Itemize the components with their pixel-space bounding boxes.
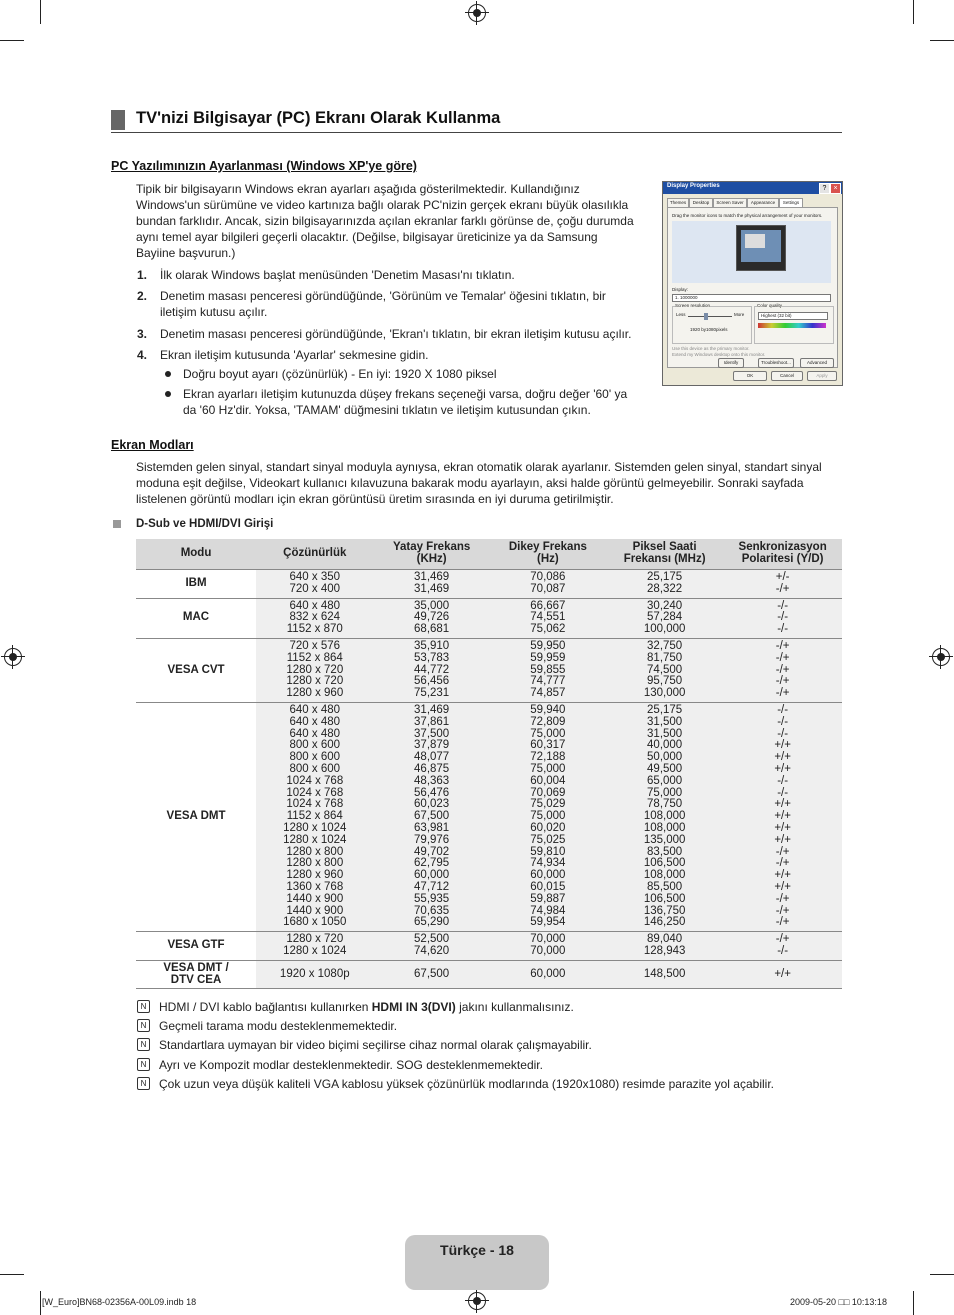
cell-value: 60,020 (530, 821, 566, 834)
value-cell (723, 960, 842, 989)
cell-value: 1152 x 870 (286, 623, 343, 636)
cell-value: 70,000 (530, 944, 566, 957)
cancel-button: Cancel (771, 371, 803, 381)
value-cell (374, 932, 490, 961)
cell-value: 70,087 (530, 582, 566, 595)
paragraph-line: listelenen görüntü modları için ekran görüntüsü üretim sırasında en iyi duruma getirilmiştir. (136, 492, 614, 506)
column-header: Piksel Saati Frekansı (MHz) (606, 539, 723, 570)
cell-value: -/+ (775, 639, 790, 652)
cell-value: 35,910 (414, 639, 450, 652)
cell-value: -/- (777, 786, 789, 799)
cell-value: 1024 x 768 (286, 786, 344, 799)
tab-settings: Settings (779, 198, 803, 208)
cell-value: 59,954 (530, 916, 566, 929)
registration-mark-icon (468, 4, 486, 22)
mode-cell: VESA DMT (136, 702, 256, 931)
cell-value: 37,861 (414, 715, 450, 728)
value-cell (723, 570, 842, 599)
note-text-part: jakını kullanmalısınız. (455, 1000, 574, 1014)
cell-value: 108,000 (643, 869, 686, 882)
page-number: Türkçe - 18 (440, 1242, 514, 1258)
cell-value: 40,000 (647, 739, 683, 752)
cell-value: 1680 x 1050 (283, 916, 347, 929)
crop-mark (930, 40, 954, 41)
cell-value: 75,062 (530, 623, 566, 636)
table-row (136, 570, 842, 599)
bullet-icon (165, 371, 171, 377)
value-cell (256, 638, 373, 702)
cell-value: -/+ (775, 933, 790, 946)
cell-value: 74,500 (647, 663, 683, 676)
cell-value: +/+ (774, 762, 791, 775)
note-text (159, 1077, 859, 1091)
column-header: Yatay Frekans (KHz) (374, 539, 490, 570)
crop-mark (40, 0, 41, 24)
cell-value: 72,188 (530, 751, 566, 764)
cell-value: 60,015 (530, 880, 566, 893)
cell-value: 62,795 (414, 857, 450, 870)
column-header: Modu (136, 539, 256, 570)
page-number-box (405, 1235, 549, 1290)
cell-value: 52,500 (414, 933, 450, 946)
cell-value: 1152 x 864 (286, 651, 343, 664)
mode-cell: VESA DMT / DTV CEA (136, 960, 256, 989)
cell-value: 1280 x 800 (286, 857, 344, 870)
identify-button: Identify (718, 358, 744, 368)
cell-value: 48,363 (414, 774, 450, 787)
note-icon: N (137, 1019, 150, 1032)
tab-screen-saver: Screen Saver (713, 198, 747, 208)
cell-value: +/+ (774, 751, 791, 764)
note-text-part: HDMI / DVI kablo bağlantısı kullanırken (159, 1000, 372, 1014)
cell-value: -/- (777, 703, 789, 716)
cell-value: 44,772 (414, 663, 450, 676)
print-slug-left: [W_Euro]BN68-02356A-00L09.indb 18 (42, 1297, 197, 1307)
cell-value: 1280 x 720 (286, 663, 344, 676)
cell-value: 60,023 (414, 798, 450, 811)
cell-value: 1280 x 1024 (283, 821, 347, 834)
value-cell (490, 702, 606, 931)
cell-value: 59,887 (530, 892, 566, 905)
cell-value: 640 x 480 (289, 715, 341, 728)
cell-value: 146,250 (643, 916, 686, 929)
cell-value: -/- (777, 774, 789, 787)
cell-value: +/+ (774, 810, 791, 823)
tab-desktop: Desktop (689, 198, 713, 208)
cell-value: 640 x 480 (289, 599, 341, 612)
cell-value: 31,500 (647, 715, 683, 728)
cell-value: 56,476 (414, 786, 450, 799)
screen-modes-table (136, 539, 842, 989)
cell-value: 50,000 (647, 751, 683, 764)
cell-value: -/+ (775, 857, 790, 870)
cell-value: 70,635 (414, 904, 450, 917)
cell-value: 1280 x 1024 (283, 833, 347, 846)
crop-mark (930, 1274, 954, 1275)
value-cell (606, 960, 723, 989)
mode-cell: VESA GTF (136, 932, 256, 961)
cell-value: -/+ (775, 651, 790, 664)
table-row (136, 598, 842, 638)
section-heading-screen-modes: Ekran Modları (111, 438, 194, 452)
value-cell (606, 598, 723, 638)
color-bar (758, 323, 826, 328)
cell-value: 720 x 576 (289, 639, 341, 652)
note-text-bold: HDMI IN 3(DVI) (371, 1000, 456, 1014)
display-select: 1. 1000000 (672, 294, 831, 302)
resolution-slider (688, 316, 732, 317)
cell-value: 59,855 (530, 663, 566, 676)
value-cell (256, 960, 373, 989)
mode-cell: MAC (136, 598, 256, 638)
crop-mark (0, 40, 24, 41)
cell-value: 83,500 (647, 845, 683, 858)
value-cell (606, 570, 723, 599)
print-slug-right: 2009-05-20 □□ 10:13:18 (790, 1297, 887, 1307)
table-row (136, 932, 842, 961)
cell-value: 89,040 (647, 933, 683, 946)
page-title: TV'nizi Bilgisayar (PC) Ekranı Olarak Kullanma (136, 109, 501, 127)
cell-value: 60,004 (530, 774, 566, 787)
note-text (159, 1019, 859, 1033)
cell-value: 128,943 (643, 944, 686, 957)
cell-value: 59,940 (530, 703, 566, 716)
cell-value: -/- (777, 599, 789, 612)
cell-value: -/+ (775, 687, 790, 700)
note-icon: N (137, 1038, 150, 1051)
cell-value: -/- (777, 727, 789, 740)
table-row (136, 702, 842, 931)
cell-value: 1152 x 864 (286, 810, 343, 823)
cell-value: 640 x 350 (289, 571, 341, 583)
table-label: D-Sub ve HDMI/DVI Girişi (136, 518, 274, 530)
cell-value: 67,500 (414, 810, 450, 823)
cell-value: +/+ (774, 880, 791, 893)
display-properties-screenshot (662, 181, 843, 386)
cell-value: 32,750 (647, 639, 683, 652)
value-cell (374, 702, 490, 931)
cell-value: 1440 x 900 (286, 892, 344, 905)
cell-value: 640 x 480 (289, 703, 341, 716)
cell-value: 100,000 (643, 623, 686, 636)
cell-value: +/+ (774, 869, 791, 882)
cell-value: 75,029 (530, 798, 566, 811)
cell-value: 35,000 (414, 599, 450, 612)
steps-list: 1. İlk olarak Windows başlat menüsünden 'Denetim Masası'nı tıklatın. 2. Denetim masası penceresi göründüğünde, 'Görünüm ve Temalar' öğesini tıklatın, bir iletişim kutusu açılır. 3. Denetim masası penceresi göründüğünde, 'Ekran'ı tıklatın, bir ekran iletişim kutusu açılır. 4. Ekran iletişim kutusunda 'Ayarlar' sekmesine gidin. Doğru boyut ayarı (çözünürlük) - En iyi: 1920 X 1080 piksel Ekran ayarları iletişim kutunuzda düşey frekans seçeneği varsa, doğru değer '60' ya da '60 Hz'dir. Yoksa, 'TAMAM' düğmesini tıklatın ve iletişim kutusundan çıkın. (137, 268, 632, 417)
tab-appearance: Appearance (747, 198, 779, 208)
cell-value: 1440 x 900 (286, 904, 344, 917)
cell-value: 81,750 (647, 651, 683, 664)
cell-value: 59,810 (530, 845, 566, 858)
table-row (136, 638, 842, 702)
cell-value: 1360 x 768 (286, 880, 344, 893)
cell-value: 75,000 (530, 810, 566, 823)
intro-paragraph (136, 181, 651, 261)
cell-value: 95,750 (647, 675, 683, 688)
note-text-part: Ayrı ve Kompozit modlar desteklenmektedir. SOG desteklenmemektedir. (159, 1058, 543, 1072)
value-cell (256, 932, 373, 961)
cell-value: 74,620 (414, 944, 450, 957)
cell-value: +/+ (774, 739, 791, 752)
bullet-icon (165, 391, 171, 397)
value-cell (490, 598, 606, 638)
note-text (159, 1000, 859, 1014)
note-text-part: Çok uzun veya düşük kaliteli VGA kablosu yüksek çözünürlük modlarında (1920x1080) resimde parazite yol açabilir. (159, 1077, 774, 1091)
cell-value: 31,469 (414, 582, 450, 595)
note-icon: N (137, 1077, 150, 1090)
cell-value: 800 x 600 (289, 751, 341, 764)
section-heading-pc-setup: PC Yazılımınızın Ayarlanması (Windows XP'ye göre) (111, 159, 417, 173)
cell-value: -/+ (775, 892, 790, 905)
window-titlebar: Display Properties ? × (663, 182, 842, 194)
cell-value: 25,175 (647, 571, 683, 583)
page-title-bar (111, 108, 842, 133)
cell-value: 106,500 (643, 857, 686, 870)
value-cell (256, 598, 373, 638)
note-icon: N (137, 1058, 150, 1071)
cell-value: 63,981 (414, 821, 450, 834)
cell-value: 70,086 (530, 571, 566, 583)
cell-value: 74,934 (530, 857, 566, 870)
cell-value: 49,726 (414, 611, 450, 624)
intro-line: Windows'un sürümüne ve video kartınıza bağlı olarak PC'nizin gerçek ekranı büyük olasılıkla (136, 198, 629, 212)
title-marker (111, 110, 125, 130)
value-cell (723, 598, 842, 638)
cell-value: 74,777 (530, 675, 566, 688)
cell-value: 60,000 (414, 869, 450, 882)
ok-button: OK (733, 371, 767, 381)
cell-value: 1920 x 1080p (279, 967, 350, 980)
cell-value: 55,935 (414, 892, 450, 905)
table-header-row (136, 539, 842, 570)
cell-value: 640 x 480 (289, 727, 341, 740)
cell-value: 72,809 (530, 715, 566, 728)
apply-button: Apply (807, 371, 837, 381)
cell-value: 68,681 (414, 623, 450, 636)
cell-value: 56,456 (414, 675, 450, 688)
cell-value: -/+ (775, 675, 790, 688)
note-text-part: Geçmeli tarama modu desteklenmemektedir. (159, 1019, 398, 1033)
tab-themes: Themes (667, 198, 689, 208)
cell-value: 78,750 (647, 798, 683, 811)
cell-value: +/+ (774, 821, 791, 834)
cell-value: 1024 x 768 (286, 798, 344, 811)
crop-mark (0, 1274, 24, 1275)
cell-value: 1280 x 720 (286, 675, 344, 688)
cell-value: 53,783 (414, 651, 450, 664)
note-text (159, 1038, 859, 1052)
value-cell (490, 638, 606, 702)
cell-value: 30,240 (647, 599, 683, 612)
cell-value: +/+ (774, 967, 791, 980)
value-cell (723, 638, 842, 702)
crop-mark (913, 0, 914, 24)
cell-value: -/- (777, 623, 789, 636)
paragraph-line: Sistemden gelen sinyal, standart sinyal moduyla aynıysa, ekran otomatik olarak ayarlanır. Sistemden gelen sinyal, standart sinyal (136, 460, 822, 474)
value-cell (374, 598, 490, 638)
paragraph-line: moduna eşit değilse, Videokart kullanıcı kılavuzuna bakarak modu ayarlayın, aksi halde görüntü gelmeyebilir. Sonraki sayfada (136, 476, 804, 490)
cell-value: 108,000 (643, 821, 686, 834)
cell-value: 148,500 (643, 967, 686, 980)
column-header: Çözünürlük (256, 539, 373, 570)
cell-value: 74,984 (530, 904, 566, 917)
cell-value: 74,857 (530, 687, 566, 700)
cell-value: 65,000 (647, 774, 683, 787)
cell-value: 1280 x 960 (286, 869, 344, 882)
cell-value: -/+ (775, 582, 790, 595)
cell-value: 49,500 (647, 762, 683, 775)
table-row (136, 960, 842, 989)
cell-value: -/- (777, 715, 789, 728)
cell-value: 70,069 (530, 786, 566, 799)
cell-value: 75,000 (530, 727, 566, 740)
value-cell (606, 932, 723, 961)
slider-thumb (704, 313, 708, 320)
cell-value: 57,284 (647, 611, 683, 624)
registration-mark-icon (932, 648, 950, 666)
square-bullet-icon (113, 520, 121, 528)
registration-mark-icon (4, 648, 22, 666)
cell-value: 1280 x 800 (286, 845, 344, 858)
cell-value: 75,231 (414, 687, 450, 700)
cell-value: 136,750 (643, 904, 686, 917)
cell-value: 106,500 (643, 892, 686, 905)
cell-value: -/- (777, 611, 789, 624)
cell-value: 75,000 (647, 786, 683, 799)
color-quality-select: Highest (32 bit) (758, 312, 828, 320)
intro-line: aynı temel ayar bilgileri geçerli olacaktır. (Değilse, bilgisayar üreticinize ya da Samsung (136, 230, 598, 244)
cell-value: 49,702 (414, 845, 450, 858)
cell-value: 74,551 (530, 611, 566, 624)
settings-pane: Drag the monitor icons to match the physical arrangement of your monitors. Display: 1. 1000000 Screen resolution Less More 1920 by1080pixels Color quality Highest (32 bit) Use this device as the primary monitor. Extend my Windows desktop onto this monitor. Identify Troubleshoot... Advanced (667, 207, 838, 368)
intro-line: Bayiine başvurun.) (136, 246, 236, 260)
intro-line: bundan farklıdır. Ancak, sizin bilgisayarınızda açılan ekranlar farklı görünse de, çoğu durumda (136, 214, 634, 228)
value-cell (374, 638, 490, 702)
cell-value: 720 x 400 (289, 582, 341, 595)
cell-value: 75,000 (530, 762, 566, 775)
cell-value: 75,025 (530, 833, 566, 846)
value-cell (256, 702, 373, 931)
value-cell (490, 960, 606, 989)
cell-value: 1280 x 1024 (283, 944, 347, 957)
value-cell (723, 702, 842, 931)
cell-value: 67,500 (414, 967, 450, 980)
troubleshoot-button: Troubleshoot... (758, 358, 794, 368)
cell-value: 37,500 (414, 727, 450, 740)
monitor-icon (736, 225, 786, 271)
note-text-part: Standartlara uymayan bir video biçimi seçilirse cihaz normal olarak çalışmayabilir. (159, 1038, 592, 1052)
value-cell (256, 570, 373, 599)
cell-value: 37,879 (414, 739, 450, 752)
cell-value: -/+ (775, 845, 790, 858)
cell-value: 46,875 (414, 762, 450, 775)
cell-value: -/+ (775, 663, 790, 676)
cell-value: 800 x 600 (289, 739, 341, 752)
cell-value: 800 x 600 (289, 762, 341, 775)
column-header: Senkronizasyon Polaritesi (Y/D) (723, 539, 842, 570)
cell-value: 135,000 (643, 833, 686, 846)
mode-cell: VESA CVT (136, 638, 256, 702)
column-header: Dikey Frekans (Hz) (490, 539, 606, 570)
value-cell (723, 932, 842, 961)
help-icon: ? (819, 183, 830, 194)
value-cell (490, 570, 606, 599)
cell-value: 66,667 (530, 599, 566, 612)
close-icon: × (830, 183, 841, 194)
cell-value: 31,469 (414, 571, 450, 583)
cell-value: 79,976 (414, 833, 450, 846)
cell-value: 59,950 (530, 639, 566, 652)
value-cell (606, 702, 723, 931)
cell-value: +/- (775, 571, 790, 583)
mode-cell: IBM (136, 570, 256, 599)
value-cell (374, 570, 490, 599)
advanced-button: Advanced (800, 358, 834, 368)
cell-value: +/+ (774, 833, 791, 846)
cell-value: -/- (777, 944, 789, 957)
cell-value: 31,469 (414, 703, 450, 716)
note-icon: N (137, 1000, 150, 1013)
cell-value: +/+ (774, 798, 791, 811)
cell-value: 1280 x 960 (286, 687, 344, 700)
cell-value: 31,500 (647, 727, 683, 740)
crop-mark (913, 1291, 914, 1315)
cell-value: 85,500 (647, 880, 683, 893)
cell-value: 1280 x 720 (286, 933, 344, 946)
cell-value: 70,000 (530, 933, 566, 946)
cell-value: -/+ (775, 916, 790, 929)
cell-value: -/+ (775, 904, 790, 917)
cell-value: 25,175 (647, 703, 683, 716)
registration-mark-icon (468, 1292, 486, 1310)
cell-value: 28,322 (647, 582, 683, 595)
cell-value: 832 x 624 (289, 611, 341, 624)
screen-modes-paragraph (136, 459, 846, 507)
cell-value: 59,959 (530, 651, 566, 664)
cell-value: 130,000 (643, 687, 686, 700)
value-cell (606, 638, 723, 702)
cell-value: 48,077 (414, 751, 450, 764)
value-cell (490, 932, 606, 961)
note-text (159, 1058, 859, 1072)
cell-value: 47,712 (414, 880, 450, 893)
value-cell (374, 960, 490, 989)
crop-mark (40, 1291, 41, 1315)
cell-value: 65,290 (414, 916, 450, 929)
intro-line: Tipik bir bilgisayarın Windows ekran ayarları aşağıda gösterilmektedir. Kullandığınız (136, 182, 580, 196)
cell-value: 1024 x 768 (286, 774, 344, 787)
cell-value: 108,000 (643, 810, 686, 823)
cell-value: 60,000 (530, 967, 566, 980)
cell-value: 60,317 (530, 739, 566, 752)
cell-value: 60,000 (530, 869, 566, 882)
